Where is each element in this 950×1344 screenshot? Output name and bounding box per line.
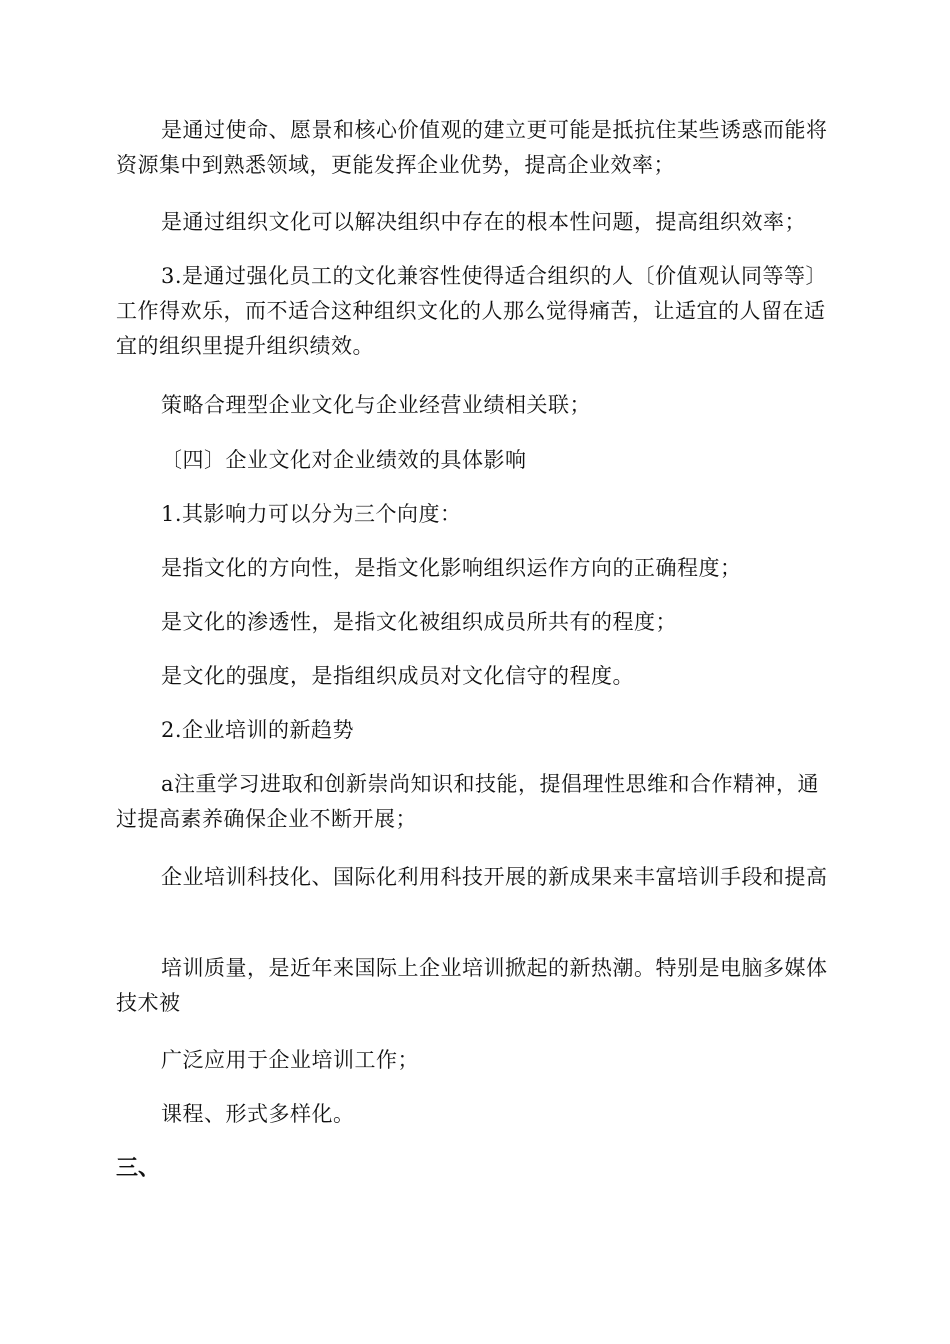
paragraph-widely-applied: 广泛应用于企业培训工作； — [161, 1048, 419, 1072]
paragraph-org-culture-problems: 是通过组织文化可以解决组织中存在的根本性问题，提高组织效率； — [161, 210, 806, 234]
paragraph-learning-innovation: a注重学习进取和创新崇尚知识和技能，提倡理性思维和合作精神，通过提高素养确保企业不断开展； — [116, 772, 820, 831]
paragraph-culture-compatibility: 3.是通过强化员工的文化兼容性使得适合组织的人〔价值观认同等等〕工作得欢乐，而不适合这种组织文化的人那么觉得痛苦，让适宜的人留在适宜的组织里提升组织绩效。 — [116, 264, 828, 358]
paragraph-mission-vision: 是通过使命、愿景和核心价值观的建立更可能是抵抗住某些诱惑而能将资源集中到熟悉领域，更能发挥企业优势，提高企业效率； — [116, 118, 828, 177]
paragraph-training-quality: 培训质量，是近年来国际上企业培训掀起的新热潮。特别是电脑多媒体技术被 — [116, 956, 828, 1015]
paragraph-direction: 是指文化的方向性，是指文化影响组织运作方向的正确程度； — [161, 556, 742, 580]
section-heading: 三、 — [116, 1155, 161, 1181]
paragraph-strength: 是文化的强度，是指组织成员对文化信守的程度。 — [161, 664, 634, 688]
paragraph-strategy-culture: 策略合理型企业文化与企业经营业绩相关联； — [161, 393, 591, 417]
paragraph-course-forms: 课程、形式多样化。 — [161, 1102, 355, 1126]
paragraph-training-trends: 2.企业培训的新趋势 — [161, 718, 355, 742]
paragraph-tech-training: 企业培训科技化、国际化利用科技开展的新成果来丰富培训手段和提高 — [161, 865, 828, 889]
paragraph-penetration: 是文化的渗透性，是指文化被组织成员所共有的程度； — [161, 610, 677, 634]
paragraph-subheading-four: 〔四〕企业文化对企业绩效的具体影响 — [161, 448, 527, 472]
paragraph-three-dimensions: 1.其影响力可以分为三个向度： — [161, 502, 462, 526]
